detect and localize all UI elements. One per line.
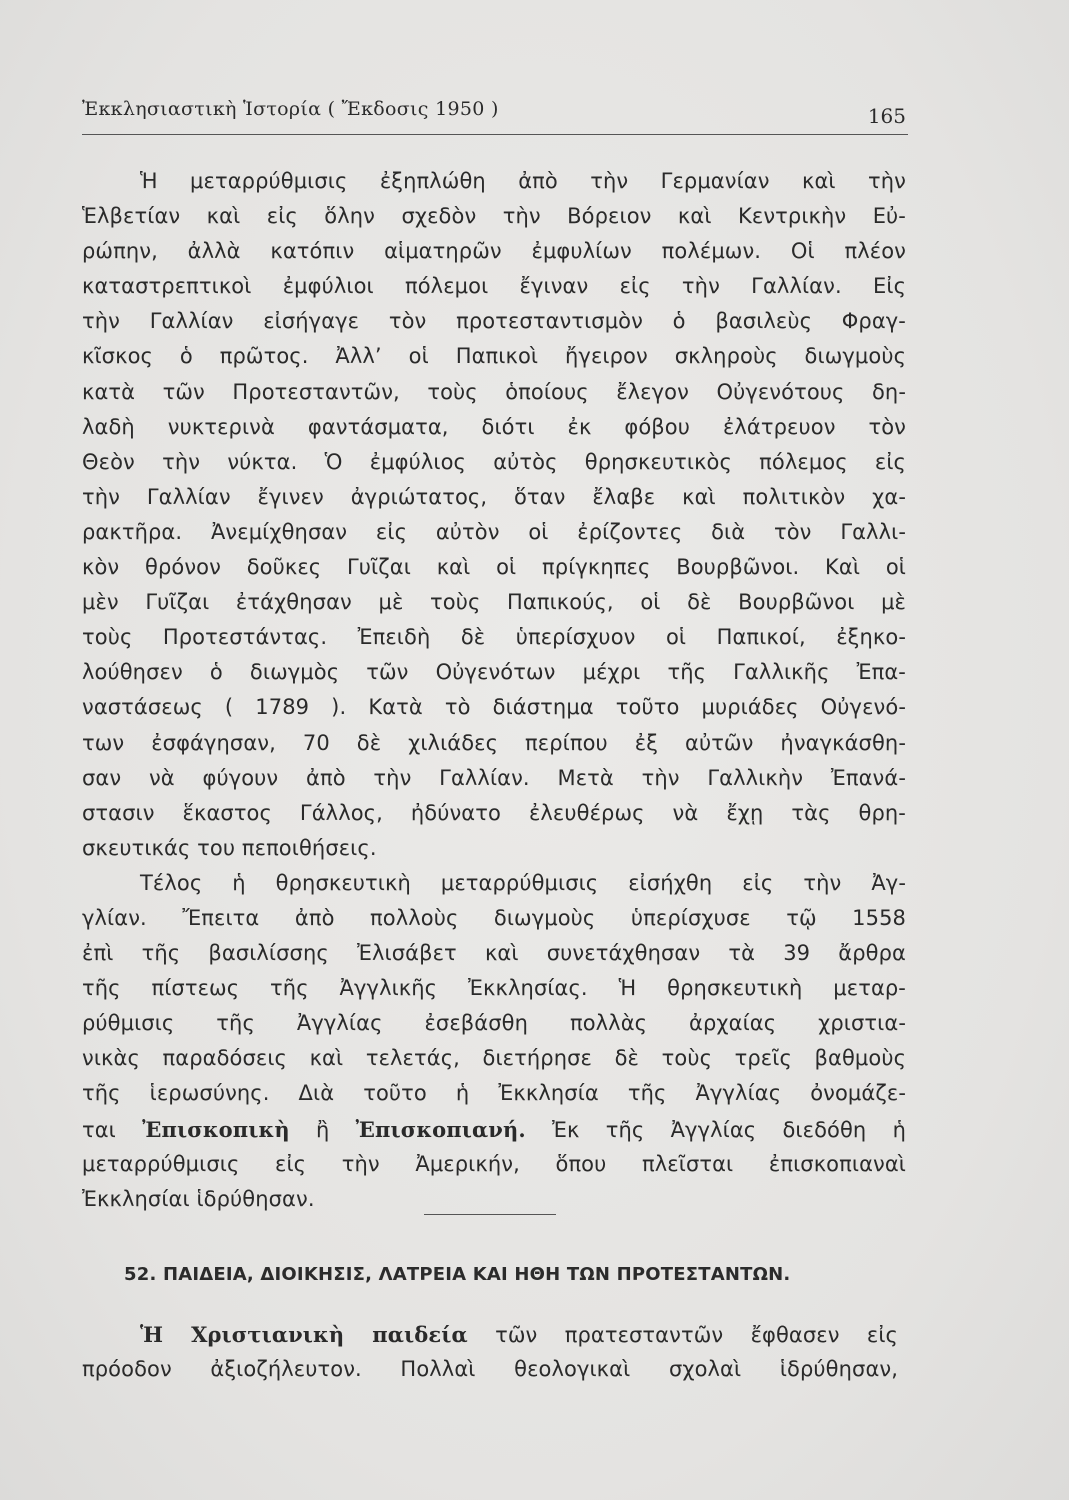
text-line: λαδὴ νυκτερινὰ φαντάσματα, διότι ἐκ φόβου ἐλάτρευον τὸν bbox=[82, 414, 906, 439]
text-line bbox=[82, 1112, 906, 1147]
section-separator bbox=[424, 1214, 556, 1215]
text-segment: Ἐκ τῆς Ἀγγλίας διεδόθη ἡ bbox=[525, 1117, 906, 1142]
bold-term: Ἐπισκοπιανή. bbox=[355, 1116, 526, 1142]
running-title: Ἐκκλησιαστικὴ Ἱστορία ( Ἔκδοσις 1950 ) bbox=[82, 98, 499, 120]
text-line: καταστρεπτικοὶ ἐμφύλιοι πόλεμοι ἔγιναν εἰς τὴν Γαλλίαν. Εἰς bbox=[82, 274, 906, 299]
text-line: γλίαν. Ἔπειτα ἀπὸ πολλοὺς διωγμοὺς ὑπερίσχυσε τῷ 1558 bbox=[82, 905, 906, 930]
text-line: Ἑλβετίαν καὶ εἰς ὅλην σχεδὸν τὴν Βόρειον καὶ Κεντρικὴν Εὐ- bbox=[82, 204, 906, 229]
text-line: ρώπην, ἀλλὰ κατόπιν αἱματηρῶν ἐμφυλίων πολέμων. Οἱ πλέον bbox=[82, 239, 906, 264]
text-line: τῆς ἱερωσύνης. Διὰ τοῦτο ἡ Ἐκκλησία τῆς Ἀγγλίας ὀνομάζε- bbox=[82, 1081, 906, 1106]
text-line: μὲν Γυῖζαι ἐτάχθησαν μὲ τοὺς Παπικούς, οἱ δὲ Βουρβῶνοι μὲ bbox=[82, 590, 906, 615]
text-line: νικὰς παραδόσεις καὶ τελετάς, διετήρησε δὲ τοὺς τρεῖς βαθμοὺς bbox=[82, 1046, 906, 1071]
text-line: μεταρρύθμισις εἰς τὴν Ἀμερικήν, ὅπου πλεῖσται ἐπισκοπιαναὶ bbox=[82, 1151, 906, 1176]
text-line: στασιν ἕκαστος Γάλλος, ἠδύνατο ἐλευθέρως νὰ ἔχῃ τὰς θρη- bbox=[82, 800, 906, 825]
text-line: κὸν θρόνον δοῦκες Γυῖζαι καὶ οἱ πρίγκηπες Βουρβῶνοι. Καὶ οἱ bbox=[82, 555, 906, 580]
text-segment: τῶν πρατεσταντῶν ἔφθασεν εἰς bbox=[467, 1323, 898, 1347]
text-line: ρακτῆρα. Ἀνεμίχθησαν εἰς αὐτὸν οἱ ἐρίζοντες διὰ τὸν Γαλλι- bbox=[82, 519, 906, 544]
text-segment: ἢ bbox=[289, 1117, 356, 1142]
text-line: σκευτικάς του πεποιθήσεις. bbox=[82, 835, 377, 860]
bold-term: Ἡ Χριστιανικὴ παιδεία bbox=[140, 1322, 468, 1347]
text-line: ναστάσεως ( 1789 ). Κατὰ τὸ διάστημα τοῦτο μυριάδες Οὐγενό- bbox=[82, 695, 906, 720]
text-line: κῖσκος ὁ πρῶτος. Ἀλλ’ οἱ Παπικοὶ ἤγειρον σκληροὺς διωγμοὺς bbox=[82, 344, 906, 369]
bold-term: Ἐπισκοπικὴ bbox=[142, 1116, 290, 1142]
text-line: Τέλος ἡ θρησκευτικὴ μεταρρύθμισις εἰσήχθη εἰς τὴν Ἀγ- bbox=[140, 870, 906, 895]
text-line: Ἡ μεταρρύθμισις ἐξηπλώθη ἀπὸ τὴν Γερμανίαν καὶ τὴν bbox=[140, 169, 906, 193]
text-line: λούθησεν ὁ διωγμὸς τῶν Οὐγενότων μέχρι τῆς Γαλλικῆς Ἐπα- bbox=[82, 660, 906, 685]
text-segment: ται bbox=[82, 1117, 143, 1142]
running-header bbox=[82, 94, 908, 135]
page-number: 165 bbox=[867, 104, 906, 128]
text-line: τὴν Γαλλίαν εἰσήγαγε τὸν προτεσταντισμὸν ὁ βασιλεὺς Φραγ- bbox=[82, 309, 906, 334]
text-line: Θεὸν τὴν νύκτα. Ὁ ἐμφύλιος αὐτὸς θρησκευτικὸς πόλεμος εἰς bbox=[82, 449, 906, 474]
text-line: τὴν Γαλλίαν ἔγινεν ἀγριώτατος, ὅταν ἔλαβε καὶ πολιτικὸν χα- bbox=[82, 484, 906, 509]
text-line: κατὰ τῶν Προτεσταντῶν, τοὺς ὁποίους ἔλεγον Οὐγενότους δη- bbox=[82, 379, 906, 404]
text-line: ἐπὶ τῆς βασιλίσσης Ἐλισάβετ καὶ συνετάχθησαν τὰ 39 ἄρθρα bbox=[82, 941, 906, 966]
main-text bbox=[82, 164, 906, 1217]
text-line: των ἐσφάγησαν, 70 δὲ χιλιάδες περίπου ἐξ αὐτῶν ἠναγκάσθη- bbox=[82, 730, 906, 755]
text-line: Ἐκκλησίαι ἱδρύθησαν. bbox=[82, 1186, 315, 1211]
text-line: τῆς πίστεως τῆς Ἀγγλικῆς Ἐκκλησίας. Ἡ θρησκευτικὴ μεταρ- bbox=[82, 976, 906, 1001]
text-line: σαν νὰ φύγουν ἀπὸ τὴν Γαλλίαν. Μετὰ τὴν Γαλλικὴν Ἐπανά- bbox=[82, 765, 906, 790]
text-line: πρόοδον ἀξιοζήλευτον. Πολλαὶ θεολογικαὶ σχολαὶ ἱδρύθησαν, bbox=[82, 1357, 898, 1381]
text-line: τοὺς Προτεστάντας. Ἐπειδὴ δὲ ὑπερίσχυον οἱ Παπικοί, ἐξηκο- bbox=[82, 625, 906, 650]
text-line: ρύθμισις τῆς Ἀγγλίας ἐσεβάσθη πολλὰς ἀρχαίας χριστια- bbox=[82, 1011, 906, 1036]
text-line bbox=[82, 1318, 898, 1352]
section-heading: 52. ΠΑΙΔΕΙΑ, ΔΙΟΙΚΗΣΙΣ, ΛΑΤΡΕΙΑ ΚΑΙ ΗΘΗ ΤΩΝ ΠΡΟΤΕΣΤΑΝΤΩΝ. bbox=[124, 1264, 791, 1285]
section-text bbox=[82, 1318, 898, 1386]
